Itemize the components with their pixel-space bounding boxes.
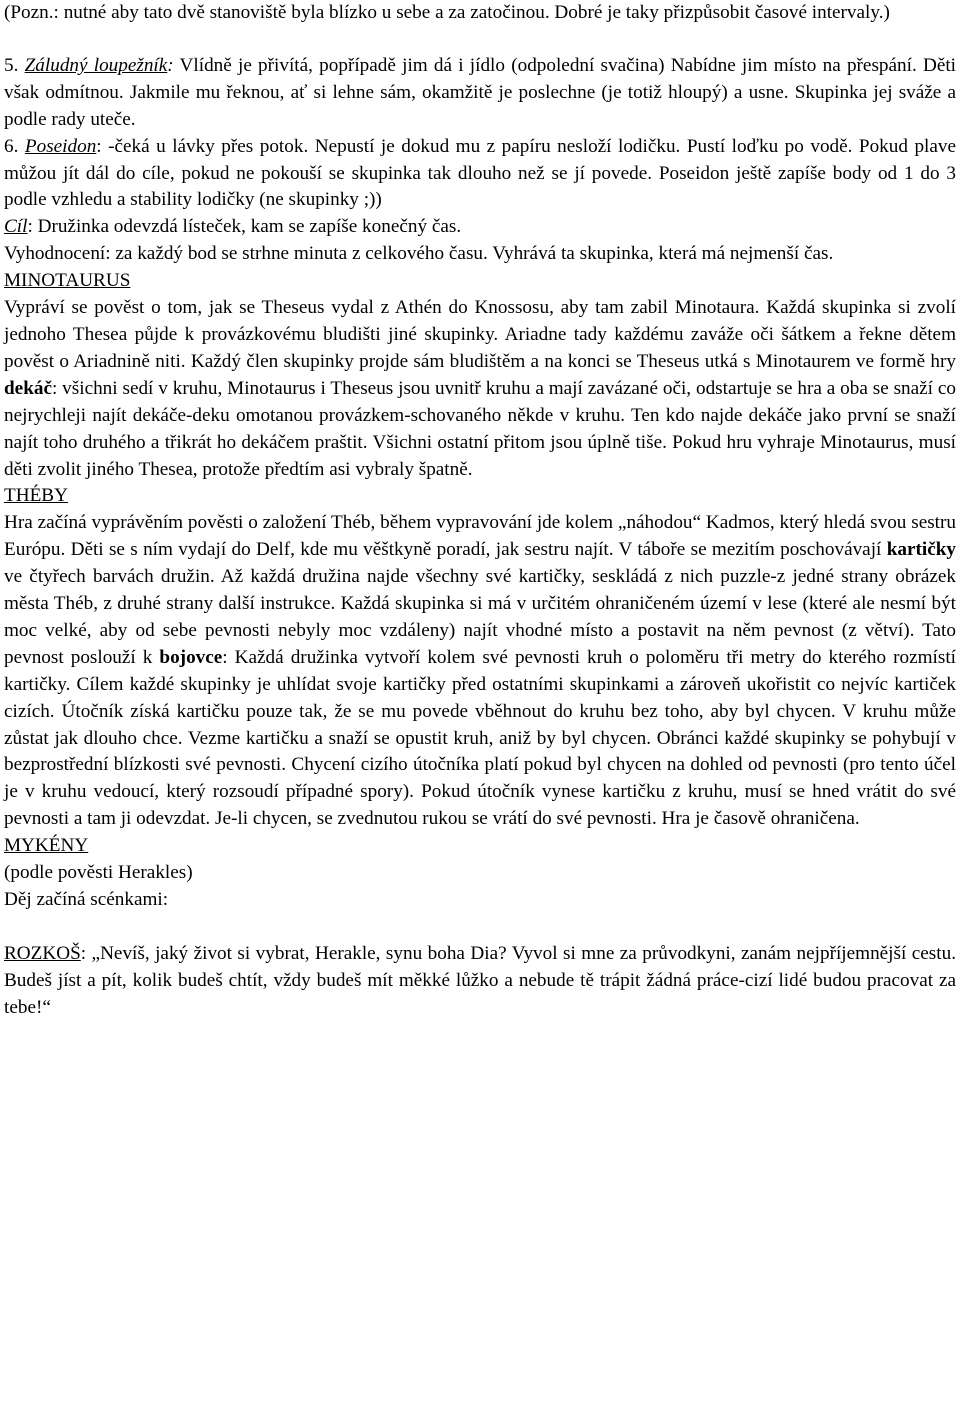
minotaurus-heading: MINOTAURUS bbox=[4, 270, 131, 292]
mykeny-heading: MYKÉNY bbox=[4, 835, 89, 857]
station-5-colon: : bbox=[167, 54, 174, 76]
intro-note: (Pozn.: nutné aby tato dvě stanoviště byla blízko u sebe a za zatočinou. Dobré je taky přizpůsobit časové intervaly.) bbox=[4, 2, 890, 23]
document-page bbox=[4, 0, 956, 1022]
theby-text-3: : Každá družinka vytvoří kolem své pevnosti kruh o poloměru tři metry do kterého rozmístí kartičky. Cílem každé skupinky je uhlídat svoje kartičky před ostatními skupinkami a zároveň ukořistit co nejvíc kartiček cizích. Útočník získá kartičku pouze tak, že se mu povede vběhnout do kruhu bez toho, aby byl chycen. V kruhu může zůstat jak dlouho chce. Vezme kartičku a snaží se opustit kruh, aniž by byl chycen. Obránci každé skupinky se pohybují v bezprostřední blízkosti své pevnosti. Chycení cizího útočníka platí pokud byl chycen na dohled od pevnosti (pro tento účel je v kruhu vedoucí, který rozsoudí případné spory). Pokud útočník vynese kartičku z kruhu, musí se hned vrátit do své pevnosti a tam ji odevzdat. Je-li chycen, se zvednutou rukou se vrátí do své pevnosti. Hra je časově ohraničena. bbox=[4, 646, 956, 830]
station-5-text: Vlídně je přivítá, popřípadě jim dá i jídlo (odpolední svačina) Nabídne jim místo na přespání. Děti však odmítnou. Jakmile mu řeknou, ať si lehne sám, okamžitě je poslechne (je totiž hloupý) a usne. Skupinka jej sváže a podle rady uteče. bbox=[4, 54, 956, 130]
rozkos-label: ROZKOŠ bbox=[4, 942, 81, 964]
theby-heading: THÉBY bbox=[4, 485, 68, 507]
station-6-text: : -čeká u lávky přes potok. Nepustí je dokud mu z papíru nesloží lodičku. Pustí loďku po vodě. Pokud plave můžou jít dál do cíle, pokud ne pokouší se skupinka tak dlouho než se jí povede. Poseidon ještě zapíše body od 1 do 3 podle vzhledu a stability lodičky (ne skupinky ;)) bbox=[4, 135, 956, 211]
theby-bold-bojovce: bojovce bbox=[159, 646, 223, 668]
rozkos-paragraph bbox=[4, 941, 956, 1022]
station-5-number: 5. bbox=[4, 54, 19, 76]
theby-paragraph bbox=[4, 510, 956, 833]
minotaurus-text-2: : všichni sedí v kruhu, Minotaurus i Theseus jsou uvnitř kruhu a mají zavázané oči, odstartuje se hra a oba se snaží co nejrychleji najít dekáče-deku omotanou provázkem-schovaného někde v kruhu. Ten kdo najde dekáče jako první se snaží najít toho druhého a třikrát ho dekáčem praštit. Všichni ostatní přitom jsou úplně tiše. Pokud hru vyhraje Minotaurus, musí děti zvolit jiného Thesea, protože předtím asi vybraly špatně. bbox=[4, 377, 956, 480]
goal-text: : Družinka odevzdá lísteček, kam se zapíše konečný čas. bbox=[27, 216, 462, 238]
minotaurus-text-1: Vypráví se pověst o tom, jak se Theseus vydal z Athén do Knossosu, aby tam zabil Minotaura. Každá skupinka si zvolí jednoho Thesea půjde k provázkovému bludišti jiné skupinky. Ariadne tady každému zaváže oči šátkem a řekne dětem pověst o Ariadnině niti. Každý člen skupinky projde sám bludištěm a na konci se Theseus utká s Minotaurem ve formě hry bbox=[4, 297, 956, 372]
minotaurus-paragraph bbox=[4, 295, 956, 483]
rozkos-text: : „Nevíš, jaký život si vybrat, Herakle, synu boha Dia? Vyvol si mne za průvodkyni, zanám nejpříjemnější cestu. Budeš jíst a pít, kolik budeš chtít, vždy budeš mít měkké lůžko a nebude tě trápit žádná práce-cizí lidé budou pracovat za tebe!“ bbox=[4, 942, 956, 1018]
minotaurus-bold-dekac: dekáč bbox=[4, 377, 52, 399]
theby-text-2: ve čtyřech barvách družin. Až každá družina najde všechny své kartičky, seskládá z nich puzzle-z jedné strany obrázek města Théb, z druhé strany další instrukce. Každá skupinka si má v určitém ohraničeném území v lese (které ale nesmí být moc velké, aby od sebe pevnosti nebyly moc vzdáleny) najít vhodné místo a postavit na něm pevnost (z větví). Tato pevnost poslouží k bbox=[4, 566, 956, 668]
mykeny-subtitle: (podle pověsti Herakles) bbox=[4, 862, 193, 884]
station-6-number: 6. bbox=[4, 135, 19, 157]
station-5-paragraph bbox=[4, 53, 956, 134]
theby-bold-karticky: kartičky bbox=[886, 539, 956, 561]
station-6-paragraph bbox=[4, 134, 956, 215]
goal-label: Cíl bbox=[4, 216, 28, 238]
mykeny-intro: Děj začíná scénkami: bbox=[4, 889, 169, 910]
evaluation-paragraph: Vyhodnocení: za každý bod se strhne minuta z celkového času. Vyhrává ta skupinka, která má nejmenší čas. bbox=[4, 243, 834, 265]
station-6-name: Poseidon bbox=[24, 135, 97, 157]
station-5-name: Záludný loupežník bbox=[24, 54, 168, 76]
theby-text-1: Hra začíná vyprávěním pověsti o založení Théb, během vypravování jde kolem „náhodou“ Kadmos, který hledá svou sestru Európu. Děti se s ním vydají do Delf, kde mu věštkyně poradí, jak sestru najít. V táboře se mezitím poschovávají bbox=[4, 512, 956, 561]
goal-paragraph bbox=[4, 214, 956, 241]
